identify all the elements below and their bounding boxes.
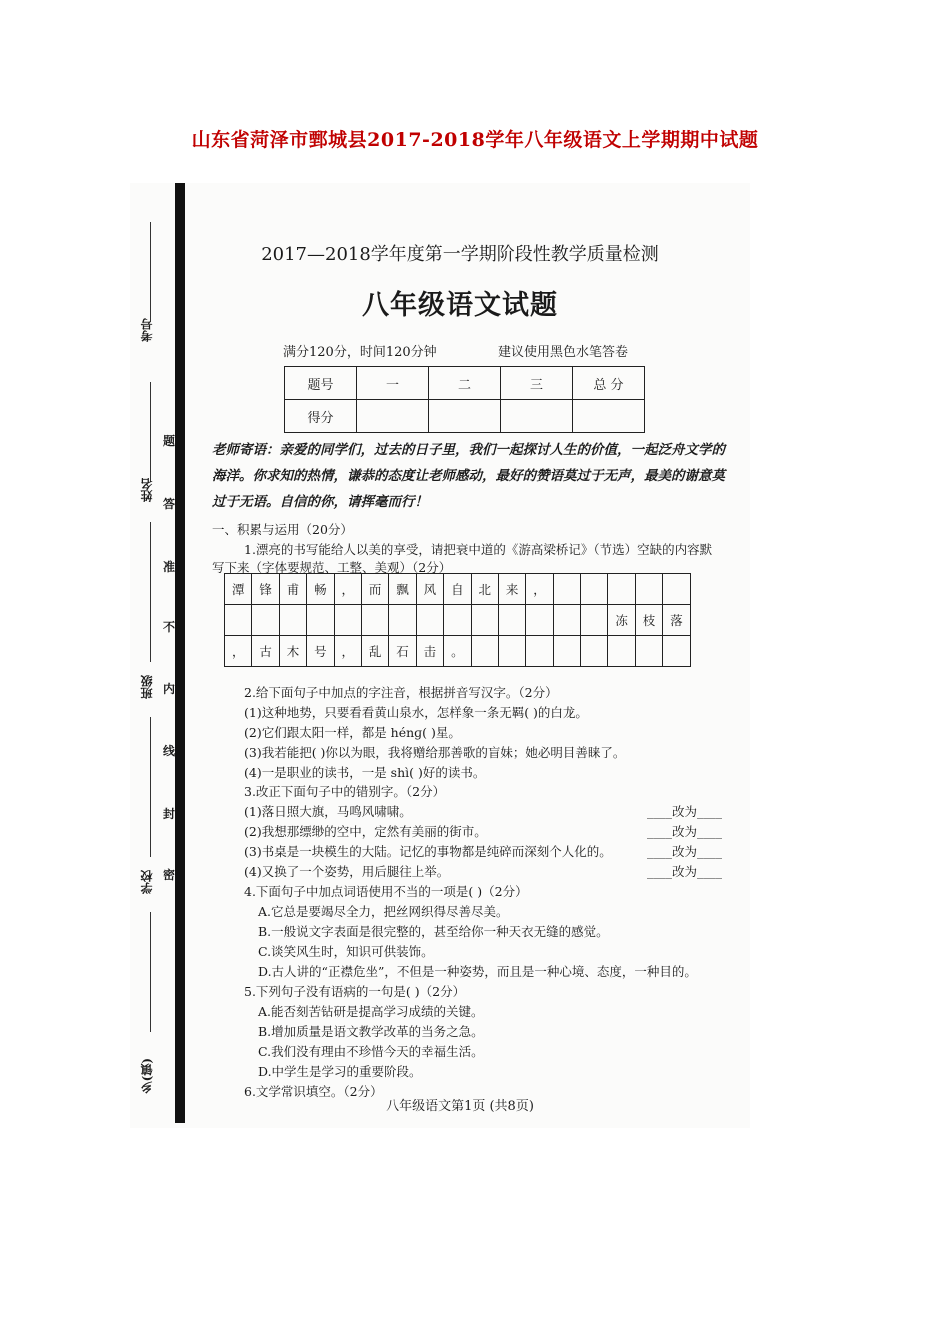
writing-grid-cell: 木: [279, 636, 306, 667]
writing-grid-cell: 枝: [635, 605, 662, 636]
writing-grid-cell: [444, 605, 471, 636]
seal-char: 内: [163, 682, 176, 696]
question-1-text: 1.漂亮的书写能给人以美的享受，请把衰中道的《游高梁桥记》（节选）空缺的内容默: [244, 542, 713, 557]
question-1-text-cont: 写下来（字体要规范、工整、美观）（2分）: [212, 560, 452, 575]
score-table-row: [285, 367, 645, 400]
question-5-option-c: C.我们没有理由不珍惜今天的幸福生活。: [258, 1044, 484, 1059]
writing-grid-cell: [635, 636, 662, 667]
name-label: 姓名: [140, 478, 154, 502]
class-label: 班级: [140, 675, 154, 699]
question-3-item: (2)我想那缥缈的空中，定然有美丽的街市。: [244, 824, 487, 839]
question-6-title: 6.文学常识填空。（2分）: [244, 1084, 383, 1099]
writing-grid-cell: 锋: [252, 574, 279, 605]
writing-grid-cell: 来: [498, 574, 525, 605]
exam-info-score-time: 满分120分，时间120分钟: [283, 345, 437, 360]
school-label: 学校: [140, 870, 154, 894]
teacher-message: 老师寄语：亲爱的同学们，过去的日子里，我们一起探讨人生的价值，一起泛舟文学的海洋。你求知的热情，谦恭的态度让老师感动，最好的赞语莫过于无声，最美的谢意莫过于无语。自信的你，请挥毫而行！: [212, 442, 725, 510]
seal-char: 密: [163, 868, 176, 882]
writing-grid-cell: [526, 605, 553, 636]
question-2-item: (1)这种地势，只要看看黄山泉水，怎样象一条无羁( )的白龙。: [244, 705, 588, 720]
correction-blank: ____改为____: [647, 804, 723, 819]
question-3-item: (4)又换了一个姿势，用后腿往上举。: [244, 864, 450, 879]
score-cell: 得分: [285, 400, 357, 433]
writing-grid-row: [225, 574, 691, 605]
question-4-option-b: B.一般说文字表面是很完整的，甚至给你一种天衣无缝的感觉。: [258, 924, 609, 939]
writing-grid-cell: 风: [416, 574, 443, 605]
score-cell: [429, 400, 501, 433]
writing-grid-cell: 潭: [225, 574, 252, 605]
writing-grid-cell: [389, 605, 416, 636]
writing-grid-cell: [553, 605, 580, 636]
question-3-title: 3.改正下面句子中的错别字。（2分）: [244, 784, 446, 799]
correction-blank: ____改为____: [647, 844, 723, 859]
writing-grid: [224, 573, 691, 667]
question-5-option-d: D.中学生是学习的重要阶段。: [258, 1064, 422, 1079]
score-table-row: [285, 400, 645, 433]
question-3-item: (1)落日照大旗，马鸣风啸啸。: [244, 804, 412, 819]
score-cell: 总 分: [573, 367, 645, 400]
question-5-option-a: A.能否刻苦钻研是提高学习成绩的关键。: [258, 1004, 484, 1019]
exam-info-pen: 建议使用黑色水笔答卷: [498, 345, 629, 360]
writing-grid-cell: [225, 605, 252, 636]
question-5-title: 5.下列句子没有语病的一句是( )（2分）: [244, 984, 466, 999]
township-label: 乡(镇): [140, 1058, 154, 1094]
question-4-option-a: A.它总是要竭尽全力，把丝网织得尽善尽美。: [258, 904, 509, 919]
score-cell: 题号: [285, 367, 357, 400]
writing-grid-cell: 自: [444, 574, 471, 605]
page-footer: 八年级语文第1页 (共8页): [386, 1099, 534, 1114]
writing-grid-cell: [608, 636, 635, 667]
writing-grid-cell: 飘: [389, 574, 416, 605]
writing-grid-cell: 北: [471, 574, 498, 605]
score-cell: 三: [501, 367, 573, 400]
writing-grid-cell: [635, 574, 662, 605]
writing-grid-cell: [526, 636, 553, 667]
writing-grid-cell: [663, 636, 690, 667]
writing-grid-cell: [252, 605, 279, 636]
question-4-option-d: D.古人讲的“正襟危坐”，不但是一种姿势，而且是一种心境、态度，一种目的。: [258, 964, 697, 979]
seal-char: 准: [163, 560, 176, 574]
writing-grid-cell: [581, 574, 608, 605]
writing-grid-cell: 古: [252, 636, 279, 667]
question-3-item: (3)书桌是一块模生的大陆。记忆的事物都是纯碎而深刻个人化的。: [244, 844, 612, 859]
section-heading: 一、积累与运用（20分）: [212, 522, 353, 537]
writing-grid-cell: [307, 605, 334, 636]
writing-grid-cell: [608, 574, 635, 605]
binding-fill-lines: [150, 222, 162, 1122]
score-cell: 一: [357, 367, 429, 400]
writing-grid-cell: ，: [526, 574, 553, 605]
exam-header: 2017—2018学年度第一学期阶段性教学质量检测: [261, 244, 659, 265]
writing-grid-row: [225, 605, 691, 636]
writing-grid-cell: 。: [444, 636, 471, 667]
question-4-title: 4.下面句子中加点词语使用不当的一项是( )（2分）: [244, 884, 528, 899]
writing-grid-cell: [334, 605, 361, 636]
writing-grid-cell: 击: [416, 636, 443, 667]
seal-char: 不: [163, 620, 176, 634]
question-5-option-b: B.增加质量是语文教学改革的当务之急。: [258, 1024, 484, 1039]
seal-char: 题: [163, 434, 176, 448]
question-2-title: 2.给下面句子中加点的字注音，根据拼音写汉字。（2分）: [244, 685, 558, 700]
question-2-item: (4)一是职业的读书，一是 shì( )好的读书。: [244, 765, 486, 780]
question-2-item: (3)我若能把( )你以为眼，我将赠给那善歌的盲妹；她必明目善睐了。: [244, 745, 626, 760]
writing-grid-cell: [471, 636, 498, 667]
writing-grid-cell: [471, 605, 498, 636]
score-table: [284, 366, 645, 433]
writing-grid-cell: [498, 636, 525, 667]
exam-title: 八年级语文试题: [362, 290, 558, 321]
writing-grid-cell: [416, 605, 443, 636]
score-cell: [573, 400, 645, 433]
correction-blank: ____改为____: [647, 864, 723, 879]
score-cell: [357, 400, 429, 433]
seal-char: 封: [163, 807, 176, 821]
question-2-item: (2)它们跟太阳一样，都是 hénɡ( )星。: [244, 725, 461, 740]
writing-grid-cell: [279, 605, 306, 636]
writing-grid-cell: [581, 636, 608, 667]
writing-grid-cell: [553, 636, 580, 667]
writing-grid-cell: 甫: [279, 574, 306, 605]
writing-grid-cell: [498, 605, 525, 636]
writing-grid-cell: ，: [334, 636, 361, 667]
writing-grid-cell: [553, 574, 580, 605]
document-title: 山东省菏泽市鄄城县2017-2018学年八年级语文上学期期中试题: [191, 129, 759, 151]
writing-grid-cell: 而: [361, 574, 388, 605]
writing-grid-cell: 石: [389, 636, 416, 667]
seal-char: 答: [163, 497, 176, 511]
writing-grid-cell: 畅: [307, 574, 334, 605]
binding-bar: [175, 183, 185, 1123]
question-4-option-c: C.谈笑风生时，知识可供装饰。: [258, 944, 434, 959]
writing-grid-cell: 冻: [608, 605, 635, 636]
writing-grid-row: [225, 636, 691, 667]
writing-grid-cell: 号: [307, 636, 334, 667]
exam-number-label: 考号: [140, 318, 154, 342]
correction-blank: ____改为____: [647, 824, 723, 839]
score-cell: [501, 400, 573, 433]
writing-grid-cell: ，: [225, 636, 252, 667]
writing-grid-cell: ，: [334, 574, 361, 605]
writing-grid-cell: [663, 574, 690, 605]
writing-grid-cell: 落: [663, 605, 690, 636]
writing-grid-cell: [361, 605, 388, 636]
score-cell: 二: [429, 367, 501, 400]
writing-grid-cell: 乱: [361, 636, 388, 667]
writing-grid-cell: [581, 605, 608, 636]
seal-char: 线: [163, 744, 176, 758]
